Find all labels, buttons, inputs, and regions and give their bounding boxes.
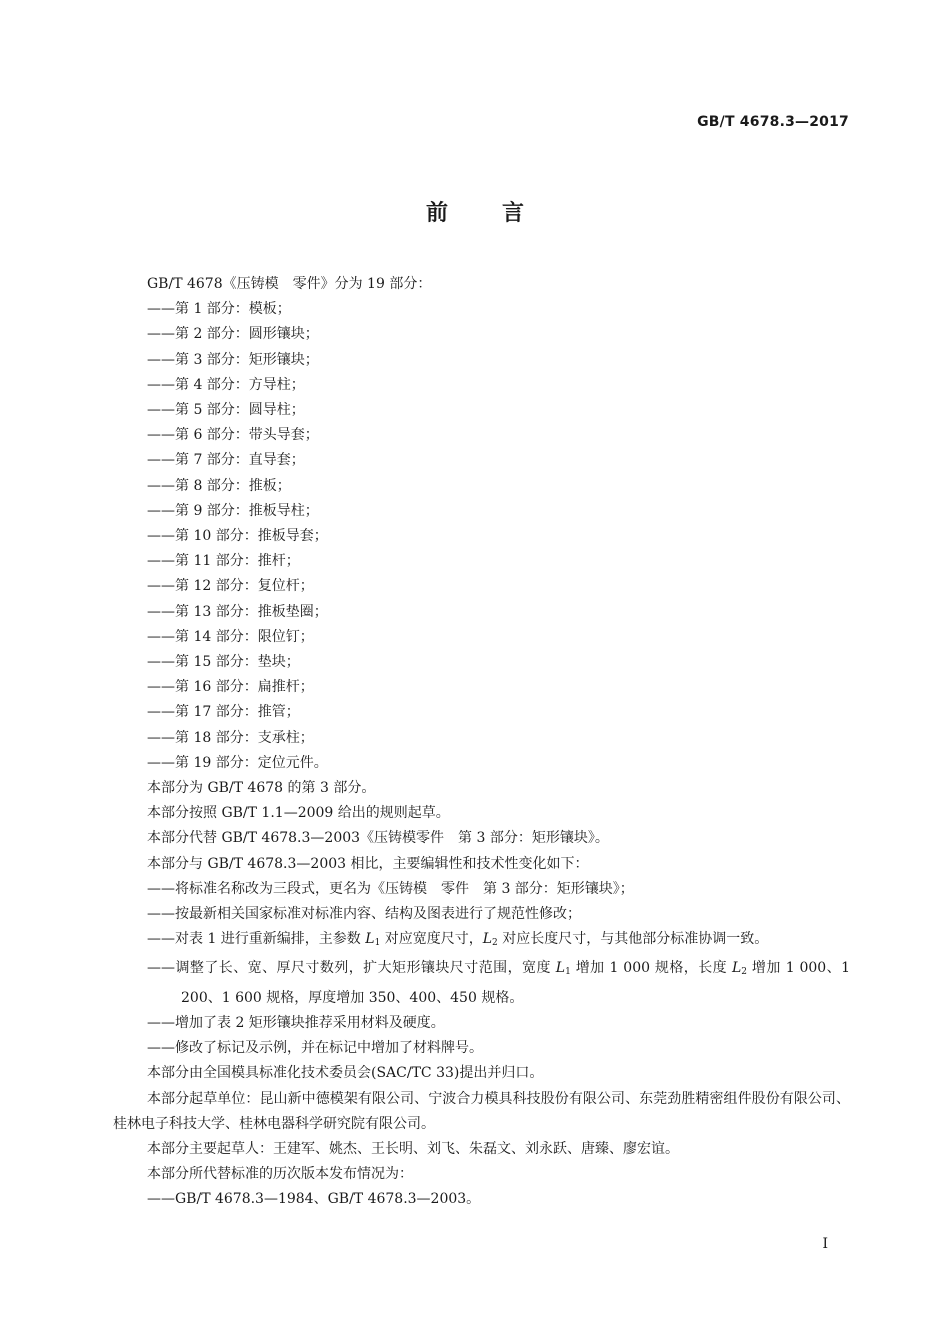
part-item: ——第 7 部分：直导套； — [147, 452, 305, 469]
title-char-2: 言 — [502, 201, 525, 226]
drafting-rules-paragraph: 本部分按照 GB/T 1.1—2009 给出的规则起草。 — [147, 805, 450, 822]
part-of-paragraph: 本部分为 GB/T 4678 的第 3 部分。 — [147, 780, 376, 797]
part-item: ——第 6 部分：带头导套； — [147, 427, 319, 444]
part-item: ——第 2 部分：圆形镶块； — [147, 326, 319, 343]
history-item: ——GB/T 4678.3—1984、GB/T 4678.3—2003。 — [147, 1191, 481, 1208]
part-item: ——第 15 部分：垫块； — [147, 654, 300, 671]
part-item: ——第 18 部分：支承柱； — [147, 729, 314, 746]
part-item: ——第 11 部分：推杆； — [147, 553, 300, 570]
part-item: ——第 5 部分：圆导柱； — [147, 402, 305, 419]
page-title — [0, 196, 950, 227]
part-item: ——第 1 部分：模板； — [147, 301, 291, 318]
changes-intro-paragraph: 本部分与 GB/T 4678.3—2003 相比，主要编辑性和技术性变化如下： — [147, 855, 589, 872]
part-item: ——第 13 部分：推板垫圈； — [147, 603, 328, 620]
change-item-4: ——调整了长、宽、厚尺寸数列，扩大矩形镶块尺寸范围，宽度 $L_1$ 增加 1 000 规格，长度 $L_2$ 增加 1 000、1 200、1 600 规格，厚度增加 350、400、450 规格。 — [147, 960, 851, 1006]
part-item: ——第 12 部分：复位杆； — [147, 578, 314, 595]
change-item-1: ——将标准名称改为三段式，更名为《压铸模 零件 第 3 部分：矩形镶块》； — [147, 880, 634, 897]
part-item: ——第 14 部分：限位钉； — [147, 628, 314, 645]
page-number: I — [822, 1236, 828, 1252]
part-item: ——第 10 部分：推板导套； — [147, 528, 328, 545]
part-item: ——第 3 部分：矩形镶块； — [147, 351, 319, 368]
history-intro-paragraph: 本部分所代替标准的历次版本发布情况为： — [147, 1166, 413, 1183]
part-item: ——第 19 部分：定位元件。 — [147, 754, 328, 771]
part-item: ——第 9 部分：推板导柱； — [147, 502, 319, 519]
part-item: ——第 8 部分：推板； — [147, 477, 291, 494]
standard-number: GB/T 4678.3—2017 — [697, 114, 849, 130]
drafting-units-paragraph: 本部分起草单位：昆山新中德模架有限公司、宁波合力模具科技股份有限公司、东莞劲胜精密组件股份有限公司、桂林电子科技大学、桂林电器科学研究院有限公司。 — [113, 1090, 850, 1132]
change-item-2: ——按最新相关国家标准对标准内容、结构及图表进行了规范性修改； — [147, 906, 581, 923]
proposed-by-paragraph: 本部分由全国模具标准化技术委员会(SAC/TC 33)提出并归口。 — [147, 1065, 544, 1082]
drafters-paragraph: 本部分主要起草人：王建军、姚杰、王长明、刘飞、朱磊文、刘永跃、唐臻、廖宏谊。 — [147, 1140, 679, 1157]
title-char-1: 前 — [425, 201, 448, 226]
replaces-paragraph: 本部分代替 GB/T 4678.3—2003《压铸模零件 第 3 部分：矩形镶块》。 — [147, 830, 609, 847]
part-item: ——第 4 部分：方导柱； — [147, 376, 305, 393]
change-item-6: ——修改了标记及示例，并在标记中增加了材料牌号。 — [147, 1040, 483, 1057]
part-item: ——第 17 部分：推管； — [147, 704, 300, 721]
foreword-body — [113, 272, 850, 1213]
intro-paragraph: GB/T 4678《压铸模 零件》分为 19 部分： — [147, 276, 432, 292]
change-item-5: ——增加了表 2 矩形镶块推荐采用材料及硬度。 — [147, 1014, 445, 1031]
change-item-3: ——对表 1 进行重新编排，主参数 $L_1$ 对应宽度尺寸，$L_2$ 对应长度尺寸，与其他部分标准协调一致。 — [147, 931, 769, 949]
part-item: ——第 16 部分：扁推杆； — [147, 679, 314, 696]
